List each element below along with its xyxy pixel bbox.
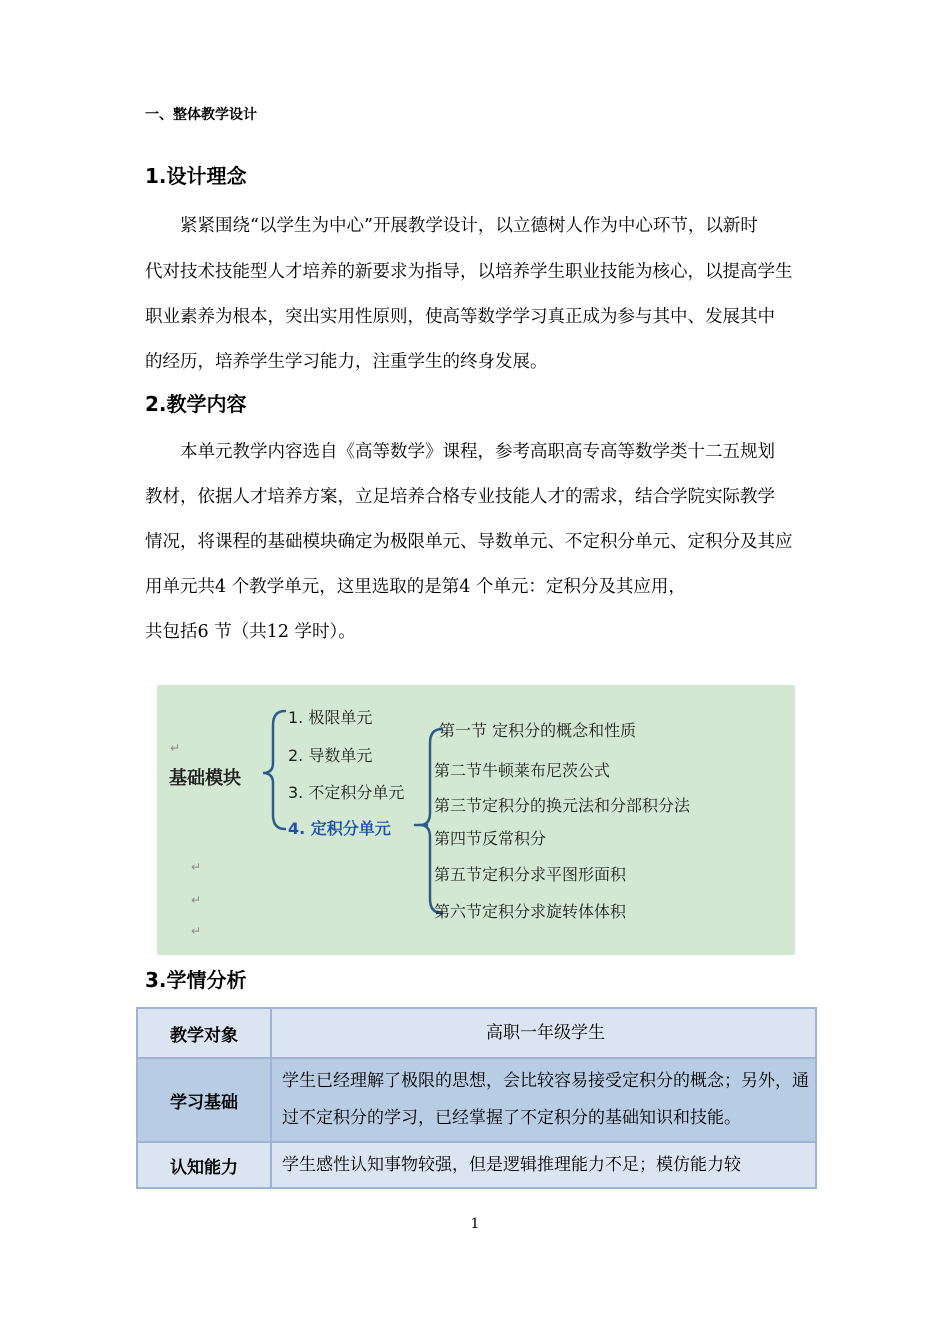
section-item: 第一节 定积分的概念和性质: [439, 721, 637, 740]
row-label: 学习基础: [137, 1058, 271, 1142]
section-heading-design-concept: 1.设计理念: [145, 164, 247, 188]
table-row: [137, 1142, 816, 1188]
paragraph-line: 共包括6 节（共12 学时）。: [145, 622, 356, 642]
paragraph-mark: ↵: [191, 924, 202, 938]
module-structure-diagram: [157, 685, 795, 955]
section-item: 第四节反常积分: [434, 829, 547, 848]
section-item: 第六节定积分求旋转体体积: [434, 902, 627, 921]
row-value: 学生感性认知事物较强，但是逻辑推理能力不足；模仿能力较: [271, 1142, 816, 1188]
paragraph-line: 教材，依据人才培养方案，立足培养合格专业技能人才的需求，结合学院实际教学: [145, 487, 775, 507]
paragraph-line: 代对技术技能型人才培养的新要求为指导，以培养学生职业技能为核心，以提高学生: [145, 262, 793, 282]
paragraph-mark: ↵: [170, 741, 181, 755]
row-value: 学生已经理解了极限的思想，会比较容易接受定积分的概念；另外，通过不定积分的学习，已经掌握了不定积分的基础知识和技能。: [271, 1058, 816, 1142]
page-number: 1: [470, 1216, 480, 1232]
row-label: 教学对象: [137, 1008, 271, 1058]
unit-item: 2. 导数单元: [288, 746, 373, 765]
unit-item-highlighted: 4. 定积分单元: [288, 819, 391, 838]
unit-item: 3. 不定积分单元: [288, 783, 405, 802]
section-heading-teaching-content: 2.教学内容: [145, 392, 247, 416]
table-row: [137, 1008, 816, 1058]
paragraph-line: 本单元教学内容选自《高等数学》课程，参考高职高专高等数学类十二五规划: [180, 442, 775, 462]
section-item: 第二节牛顿莱布尼茨公式: [434, 761, 611, 780]
paragraph-line: 用单元共4 个教学单元，这里选取的是第4 个单元：定积分及其应用，: [145, 577, 686, 597]
sections-bracket: [420, 729, 442, 913]
row-label: 认知能力: [137, 1142, 271, 1188]
paragraph-line: 职业素养为根本，突出实用性原则，使高等数学学习真正成为参与其中、发展其中: [145, 307, 775, 327]
document-title: 一、整体教学设计: [145, 107, 257, 123]
section-heading-student-analysis: 3.学情分析: [145, 968, 247, 992]
row-value: 高职一年级学生: [271, 1008, 816, 1058]
root-node-label: 基础模块: [169, 768, 241, 789]
table-row: [137, 1058, 816, 1142]
paragraph-mark: ↵: [191, 860, 202, 874]
paragraph-mark: ↵: [191, 893, 202, 907]
units-bracket: [263, 711, 285, 829]
unit-item: 1. 极限单元: [288, 708, 373, 727]
paragraph-line: 紧紧围绕“以学生为中心”开展教学设计，以立德树人作为中心环节，以新时: [180, 216, 758, 236]
paragraph-line: 情况，将课程的基础模块确定为极限单元、导数单元、不定积分单元、定积分及其应: [145, 532, 793, 552]
student-analysis-table: [136, 1007, 817, 1189]
section-item: 第三节定积分的换元法和分部积分法: [434, 796, 691, 815]
section-item: 第五节定积分求平图形面积: [434, 865, 627, 884]
paragraph-line: 的经历，培养学生学习能力，注重学生的终身发展。: [145, 352, 548, 372]
